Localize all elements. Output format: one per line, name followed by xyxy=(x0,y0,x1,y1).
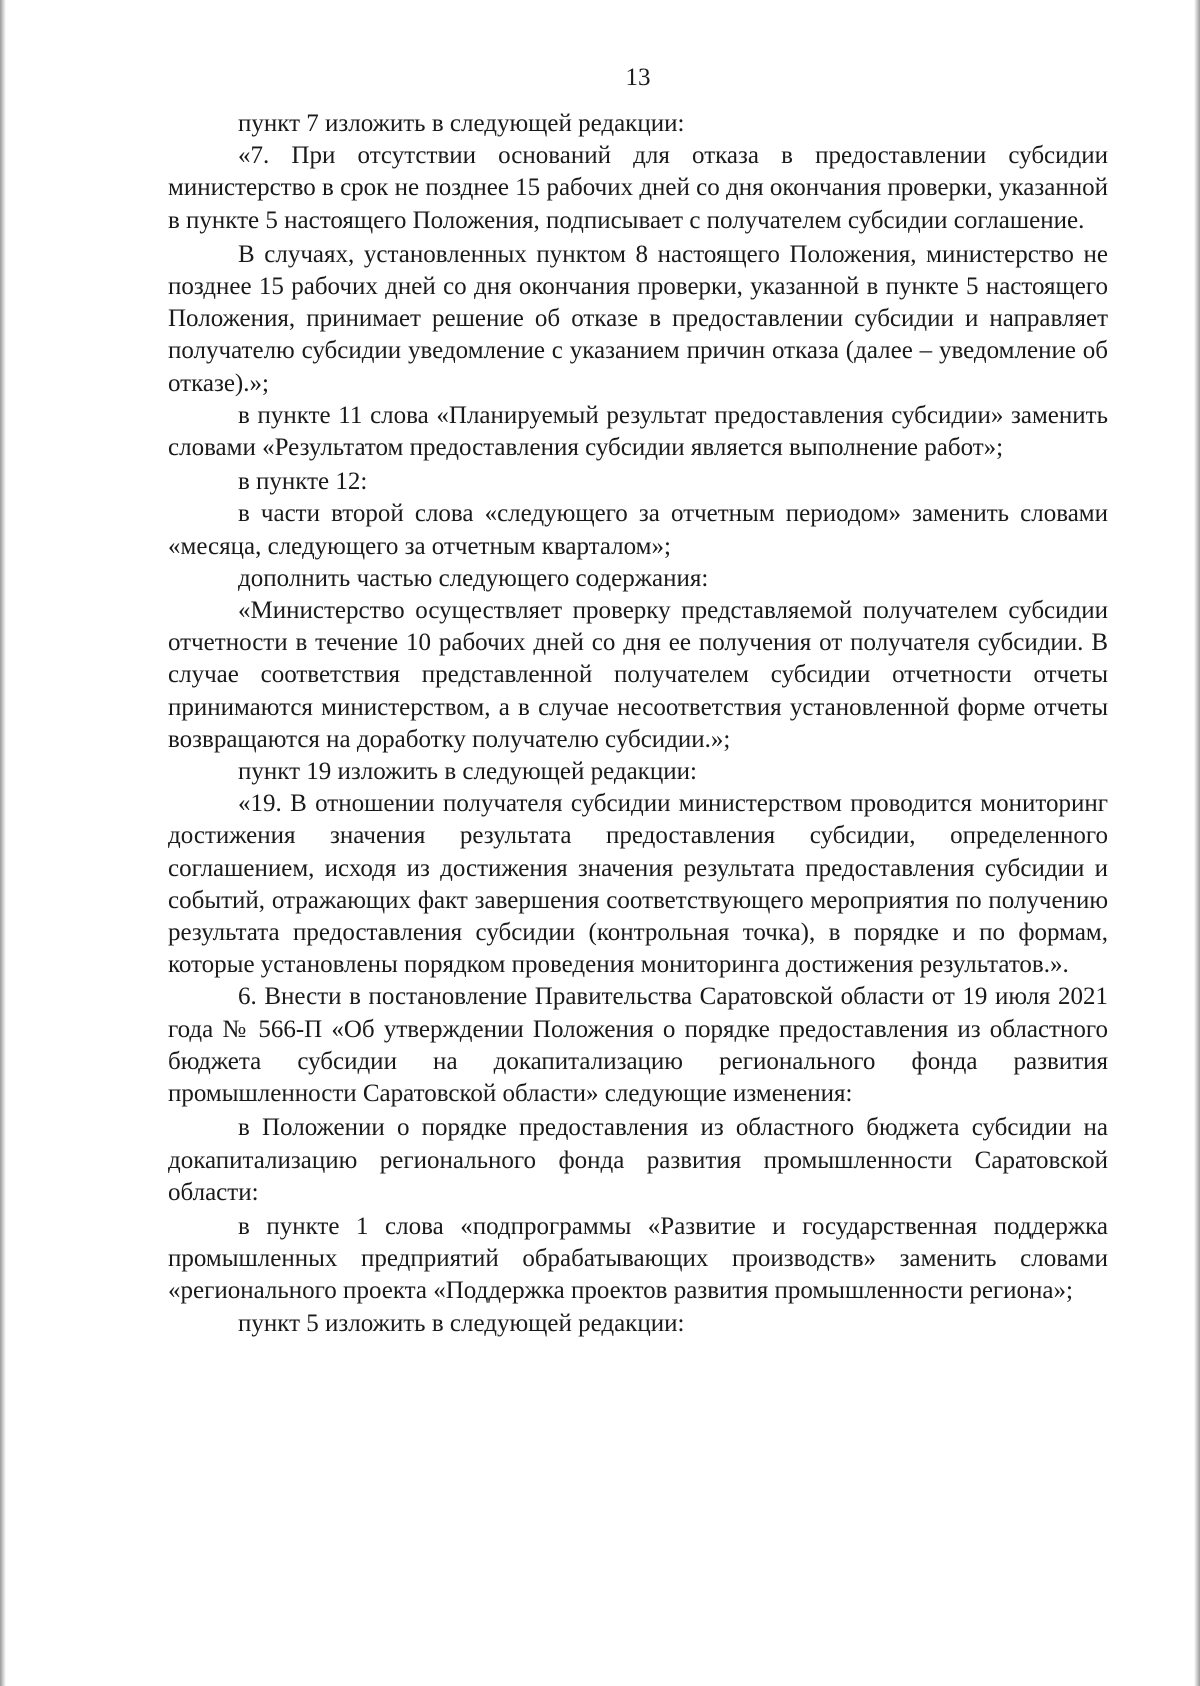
paragraph-clause-11: в пункте 11 слова «Планируемый результат предоставления субсидии» заменить словами «Результатом предоставления субсидии является выполнение работ»; xyxy=(168,401,1108,462)
paragraph-clause-7-text: «7. При отсутствии оснований для отказа в предоставлении субсидии министерство в срок не позднее 15 рабочих дней со дня окончания проверки, указанной в пункте 5 настоящего Положения, подписывает с получателем субсидии соглашение. xyxy=(168,142,1108,234)
paragraph-add-part: дополнить частью следующего содержания: xyxy=(238,564,709,592)
document-page xyxy=(168,62,1108,1340)
scan-edge-left xyxy=(0,0,6,1686)
scan-edge-right xyxy=(1194,0,1200,1686)
page-number: 13 xyxy=(625,64,651,91)
paragraph-refusal-cases: В случаях, установленных пунктом 8 настоящего Положения, министерство не позднее 15 рабочих дней со дня окончания проверки, указанной в пункте 5 настоящего Положения, принимает решение об отказе в предоставлении субсидии и направляет получателю субсидии уведомление с указанием причин отказа (далее – уведомление об отказе).»; xyxy=(168,240,1108,397)
paragraph-reporting-check: «Министерство осуществляет проверку представляемой получателем субсидии отчетности в течение 10 рабочих дней со дня ее получения от получателя субсидии. В случае соответствия представленной получателем субсидии отчетности отчеты принимаются министерством, а в случае несоответствия установленной форме отчеты возвращаются на доработку получателю субсидии.»; xyxy=(168,597,1108,753)
paragraph-clause-19-intro: пункт 19 изложить в следующей редакции: xyxy=(238,758,697,786)
paragraph-clause-12-intro: в пункте 12: xyxy=(238,468,368,496)
paragraph-clause-1: в пункте 1 слова «подпрограммы «Развитие и государственная поддержка промышленных предприятий обрабатывающих производств» заменить словами «регионального проекта «Поддержка проектов развития промышленности региона»; xyxy=(168,1212,1108,1305)
paragraph-clause-5-intro: пункт 5 изложить в следующей редакции: xyxy=(238,1309,685,1337)
paragraph-item-6: 6. Внести в постановление Правительства Саратовской области от 19 июля 2021 года № 566-П «Об утверждении Положения о порядке предоставления из областного бюджета субсидии на докапитализацию регионального фонда развития промышленности Саратовской области» следующие изменения: xyxy=(168,983,1108,1108)
paragraph-clause-19-text: «19. В отношении получателя субсидии министерством проводится мониторинг достижения значения результата предоставления субсидии, определенного соглашением, исходя из достижения значения результата предоставления субсидии и событий, отражающих факт завершения соответствующего мероприятия по получению результата предоставления субсидии (контрольная точка), в порядке и по формам, которые установлены порядком проведения мониторинга достижения результатов.». xyxy=(168,790,1108,979)
paragraph-regulation: в Положении о порядке предоставления из областного бюджета субсидии на докапитализацию регионального фонда развития промышленности Саратовской области: xyxy=(168,1114,1108,1206)
paragraph-clause-7-intro: пункт 7 изложить в следующей редакции: xyxy=(238,110,685,137)
paragraph-clause-12-part-2: в части второй слова «следующего за отчетным периодом» заменить словами «месяца, следующего за отчетным кварталом»; xyxy=(168,500,1108,560)
